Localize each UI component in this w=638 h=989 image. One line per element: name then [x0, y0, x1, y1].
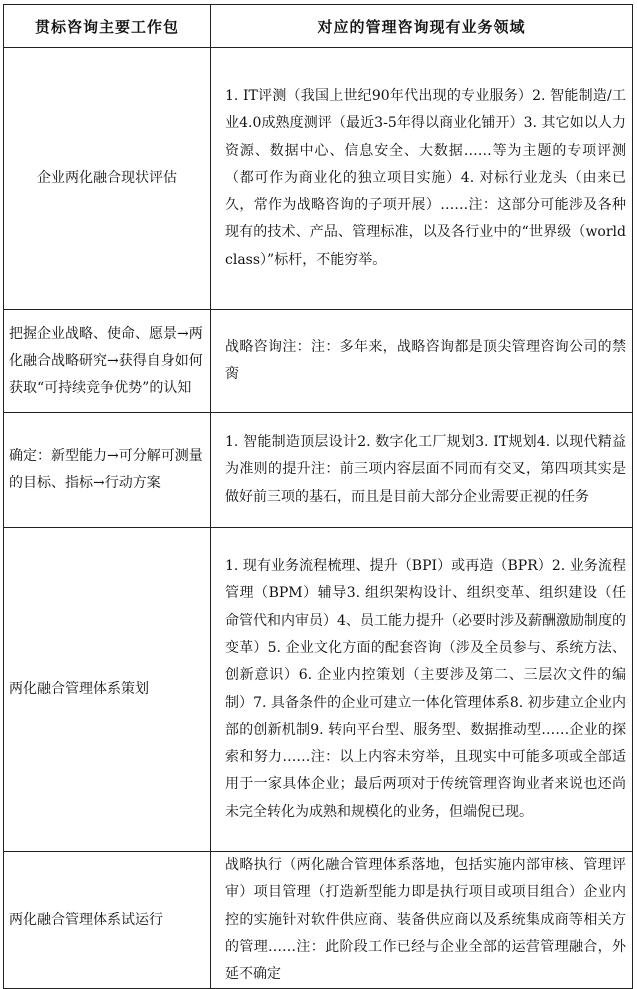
- header-consulting-area: 对应的管理咨询现有业务领域: [211, 5, 633, 48]
- table-header-row: [4, 5, 633, 48]
- consulting-table: [3, 4, 633, 989]
- consulting-area-cell: 1. IT评测（我国上世纪90年代出现的专业服务）2. 智能制造/工业4.0成熟度测评（最近3-5年得以商业化铺开）3. 其它如以人力资源、数据中心、信息安全、大数据……等为主题的专项评测（都可作为商业化的独立项目实施）4. 对标行业龙头（由来已久，常作为战略咨询的子项开展）……注：这部分可能涉及各种现有的技术、产品、管理标准，以及各行业中的“世界级（world class）”标杆，不能穷举。: [211, 48, 633, 310]
- table-row: [4, 413, 633, 528]
- table-row: [4, 528, 633, 852]
- work-package-cell: 两化融合管理体系策划: [4, 528, 211, 852]
- table-row: [4, 48, 633, 310]
- work-package-cell: 确定：新型能力→可分解可测量的目标、指标→行动方案: [4, 413, 211, 528]
- consulting-area-cell: 战略咨询注：注：多年来，战略咨询都是顶尖管理咨询公司的禁脔: [211, 310, 633, 413]
- consulting-area-cell: 1. 智能制造顶层设计2. 数字化工厂规划3. IT规划4. 以现代精益为准则的提升注：前三项内容层面不同而有交叉，第四项其实是做好前三项的基石，而且是目前大部分企业需要正视的任务: [211, 413, 633, 528]
- header-work-package: 贯标咨询主要工作包: [4, 5, 211, 48]
- consulting-area-cell: 1. 现有业务流程梳理、提升（BPI）或再造（BPR）2. 业务流程管理（BPM）辅导3. 组织架构设计、组织变革、组织建设（任命管代和内审员）4、员工能力提升（必要时涉及薪酬激励制度的变革）5. 企业文化方面的配套咨询（涉及全员参与、系统方法、创新意识）6. 企业内控策划（主要涉及第二、三层次文件的编制）7. 具备条件的企业可建立一体化管理体系8. 初步建立企业内部的创新机制9. 转向平台型、服务型、数据推动型……企业的探索和努力……注：以上内容未穷举，且现实中可能多项或全部适用于一家具体企业；最后两项对于传统管理咨询业者来说也还尚未完全转化为成熟和规模化的业务，但端倪已现。: [211, 528, 633, 852]
- table-row: [4, 310, 633, 413]
- work-package-cell: 企业两化融合现状评估: [4, 48, 211, 310]
- work-package-cell: 把握企业战略、使命、愿景→两化融合战略研究→获得自身如何获取“可持续竞争优势”的认知: [4, 310, 211, 413]
- work-package-cell: 两化融合管理体系试运行: [4, 852, 211, 989]
- consulting-area-cell: 战略执行（两化融合管理体系落地，包括实施内部审核、管理评审）项目管理（打造新型能力即是执行项目或项目组合）企业内控的实施针对软件供应商、装备供应商以及系统集成商等相关方的管理……注：此阶段工作已经与企业全部的运营管理融合，外延不确定: [211, 852, 633, 989]
- table-row: [4, 852, 633, 989]
